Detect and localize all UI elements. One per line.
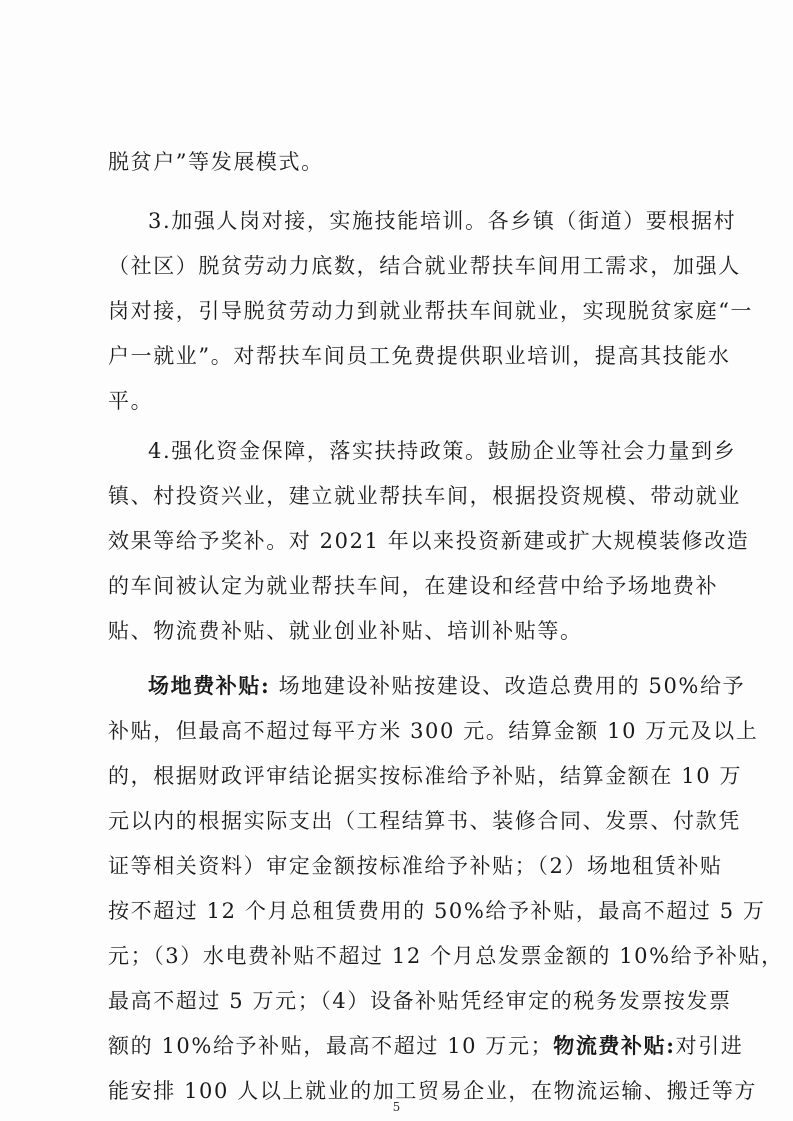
paragraph-line: 的车间被认定为就业帮扶车间，在建设和经营中给予场地费补	[108, 574, 719, 598]
paragraph-line: 元；（3）水电费补贴不超过 12 个月总发票金额的 10%给予补贴，	[108, 944, 784, 968]
paragraph-line: 岗对接，引导脱贫劳动力到就业帮扶车间就业，实现脱贫家庭“一	[108, 299, 754, 323]
logistics-line-start: 额的 10%给予补贴，最高不超过 10 万元；	[108, 1034, 554, 1058]
paragraph-line: 3.加强人岗对接，实施技能培训。各乡镇（街道）要根据村	[148, 209, 737, 233]
subsidy-label: 场地费补贴:	[148, 673, 271, 698]
paragraph-line: 贴、物流费补贴、就业创业补贴、培训补贴等。	[108, 619, 583, 643]
paragraph-line: 补贴，但最高不超过每平方米 300 元。结算金额 10 万元及以上	[108, 719, 759, 743]
paragraph-line: 平。	[108, 389, 154, 413]
subsidy-line-rest: 场地建设补贴按建设、改造总费用的 50%给予	[278, 674, 746, 698]
paragraph-line: 能安排 100 人以上就业的加工贸易企业，在物流运输、搬迁等方	[108, 1079, 758, 1103]
logistics-label: 物流费补贴:	[553, 1033, 676, 1058]
paragraph-line: （社区）脱贫劳动力底数，结合就业帮扶车间用工需求，加强人	[108, 254, 741, 278]
paragraph-line: 元以内的根据实际支出（工程结算书、装修合同、发票、付款凭	[108, 809, 741, 833]
paragraph-line: 的，根据财政评审结论据实按标准给予补贴，结算金额在 10 万	[108, 764, 743, 788]
paragraph-line: 证等相关资料）审定金额按标准给予补贴；（2）场地租赁补贴	[108, 854, 723, 878]
logistics-line	[108, 1031, 744, 1061]
paragraph-line: 效果等给予奖补。对 2021 年以来投资新建或扩大规模装修改造	[108, 529, 750, 553]
paragraph-line: 脱贫户”等发展模式。	[108, 150, 324, 174]
page-number: 5	[392, 1100, 401, 1114]
paragraph-line: 户一就业”。对帮扶车间员工免费提供职业培训，提高其技能水	[108, 344, 731, 368]
paragraph-line: 镇、村投资兴业，建立就业帮扶车间，根据投资规模、带动就业	[108, 484, 741, 508]
logistics-line-rest: 对引进	[675, 1034, 744, 1058]
subsidy-first-line	[148, 671, 746, 701]
paragraph-line: 4.强化资金保障，落实扶持政策。鼓励企业等社会力量到乡	[148, 439, 737, 463]
paragraph-line: 按不超过 12 个月总租赁费用的 50%给予补贴，最高不超过 5 万	[108, 899, 766, 923]
paragraph-line: 最高不超过 5 万元；（4）设备补贴凭经审定的税务发票按发票	[108, 989, 732, 1013]
